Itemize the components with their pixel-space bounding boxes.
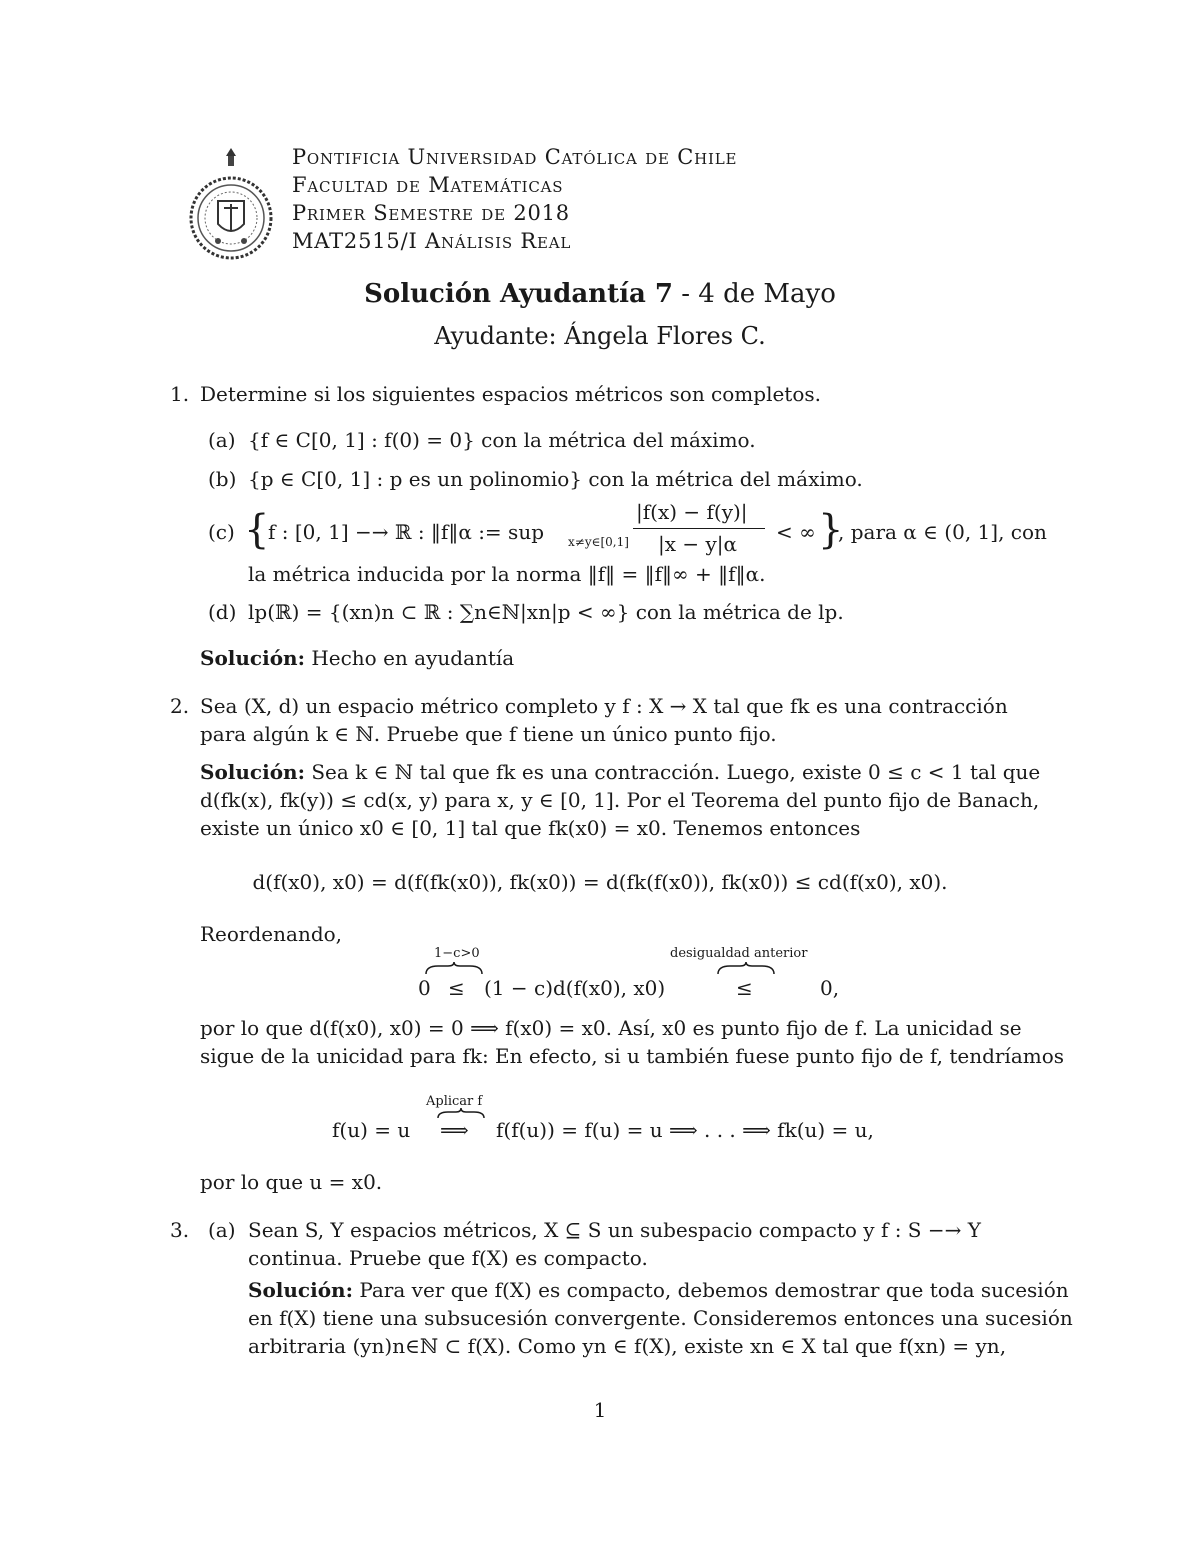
inequality-middle: (1 − c)d(f(x0), x0) <box>484 976 666 1000</box>
right-brace: } <box>818 507 844 553</box>
course-name: MAT2515/I Análisis Real <box>292 229 572 253</box>
problem-2-solution-line3: existe un único x0 ∈ [0, 1] tal que fk(x0) = x0. Tenemos entonces <box>200 816 861 840</box>
inequality-le-2: ≤ <box>736 976 753 1000</box>
solution-text: Sea k ∈ ℕ tal que fk es una contracción. Luego, existe 0 ≤ c < 1 tal que <box>304 760 1041 784</box>
problem-1-solution <box>200 646 514 670</box>
solution-label: Solución: <box>200 646 305 670</box>
equation-1: d(f(x0), x0) = d(f(fk(x0)), fk(x0)) = d(fk(f(x0)), fk(x0)) ≤ cd(f(x0), x0). <box>252 870 948 894</box>
item-1a-text: {f ∈ C[0, 1] : f(0) = 0} con la métrica del máximo. <box>248 428 756 452</box>
university-seal-logo <box>188 146 274 262</box>
problem-1-number: 1. <box>170 382 190 406</box>
item-1a-label: (a) <box>208 428 236 452</box>
equation-2-right: f(f(u)) = f(u) = u ⟹ . . . ⟹ fk(u) = u, <box>496 1118 874 1142</box>
annotation-previous-inequality: desigualdad anterior <box>670 946 808 961</box>
annotation-apply-f: Aplicar f <box>426 1094 483 1109</box>
item-1c-sup-sub: x≠y∈[0,1] <box>568 535 629 549</box>
problem-3-solution-line2: en f(X) tiene una subsucesión convergente. Consideremos entonces una sucesión <box>248 1306 1073 1330</box>
page-number: 1 <box>593 1398 607 1422</box>
problem-2-after-line2: sigue de la unicidad para fk: En efecto, si u también fuese punto fijo de f, tendríamos <box>200 1044 1065 1068</box>
equation-2-left: f(u) = u <box>332 1118 411 1142</box>
overbrace-2 <box>716 962 776 976</box>
problem-1-statement: Determine si los siguientes espacios métricos son completos. <box>200 382 821 406</box>
item-1c-line2: la métrica inducida por la norma ‖f‖ = ‖f‖∞ + ‖f‖α. <box>248 562 766 586</box>
title-main: Solución Ayudantía 7 <box>364 279 673 309</box>
item-1d-text: lp(ℝ) = {(xn)n ⊂ ℝ : ∑n∈ℕ|xn|p < ∞} con la métrica de lp. <box>248 600 844 624</box>
solution-label: Solución: <box>200 760 305 784</box>
problem-2-conclusion: por lo que u = x0. <box>200 1170 383 1194</box>
problem-2-number: 2. <box>170 694 190 718</box>
item-1b-text: {p ∈ C[0, 1] : p es un polinomio} con la métrica del máximo. <box>248 467 863 491</box>
item-1c-numerator: |f(x) − f(y)| <box>636 500 748 524</box>
semester: Primer Semestre de 2018 <box>292 201 570 225</box>
inequality-le-1: ≤ <box>448 976 465 1000</box>
item-3a-label: (a) <box>208 1218 236 1242</box>
faculty-name: Facultad de Matemáticas <box>292 173 564 197</box>
title-date: - 4 de Mayo <box>672 279 836 309</box>
problem-2-solution-line1 <box>200 760 1040 784</box>
problem-3-line2: continua. Pruebe que f(X) es compacto. <box>248 1246 648 1270</box>
item-1c-set: f : [0, 1] −→ ℝ : ‖f‖α := sup <box>268 520 544 544</box>
solution-text: Hecho en ayudantía <box>304 646 515 670</box>
problem-3-line1: Sean S, Y espacios métricos, X ⊆ S un subespacio compacto y f : S −→ Y <box>248 1218 981 1242</box>
item-1c-lt-inf: < ∞ <box>776 520 816 544</box>
university-name: Pontificia Universidad Católica de Chile <box>292 145 738 169</box>
problem-2-line1: Sea (X, d) un espacio métrico completo y f : X → X tal que fk es una contracción <box>200 694 1008 718</box>
problem-2-line2: para algún k ∈ ℕ. Pruebe que f tiene un único punto fijo. <box>200 722 777 746</box>
annotation-1-c-positive: 1−c>0 <box>434 946 480 961</box>
assistant-name: Ayudante: Ángela Flores C. <box>434 322 766 350</box>
fraction-bar <box>633 528 765 529</box>
left-brace: { <box>244 507 270 553</box>
solution-text: Para ver que f(X) es compacto, debemos demostrar que toda sucesión <box>352 1278 1069 1302</box>
solution-label: Solución: <box>248 1278 353 1302</box>
item-1d-label: (d) <box>208 600 237 624</box>
item-1c-label: (c) <box>208 520 235 544</box>
problem-3-number: 3. <box>170 1218 190 1242</box>
equation-2-arrow: ⟹ <box>440 1118 469 1142</box>
reordenando: Reordenando, <box>200 922 343 946</box>
problem-2-solution-line2: d(fk(x), fk(y)) ≤ cd(x, y) para x, y ∈ [0, 1]. Por el Teorema del punto fijo de Banach, <box>200 788 1040 812</box>
item-1c-tail: , para α ∈ (0, 1], con <box>838 520 1047 544</box>
item-1c-denominator: |x − y|α <box>658 532 738 556</box>
problem-3-solution-line1 <box>248 1278 1069 1302</box>
item-1b-label: (b) <box>208 467 237 491</box>
page-title <box>0 279 1200 309</box>
inequality-left: 0 <box>418 976 431 1000</box>
inequality-right: 0, <box>820 976 840 1000</box>
problem-2-after-line1: por lo que d(f(x0), x0) = 0 ⟹ f(x0) = x0. Así, x0 es punto fijo de f. La unicidad se <box>200 1016 1022 1040</box>
problem-3-solution-line3: arbitraria (yn)n∈ℕ ⊂ f(X). Como yn ∈ f(X), existe xn ∈ X tal que f(xn) = yn, <box>248 1334 1007 1358</box>
overbrace-1 <box>424 962 484 976</box>
